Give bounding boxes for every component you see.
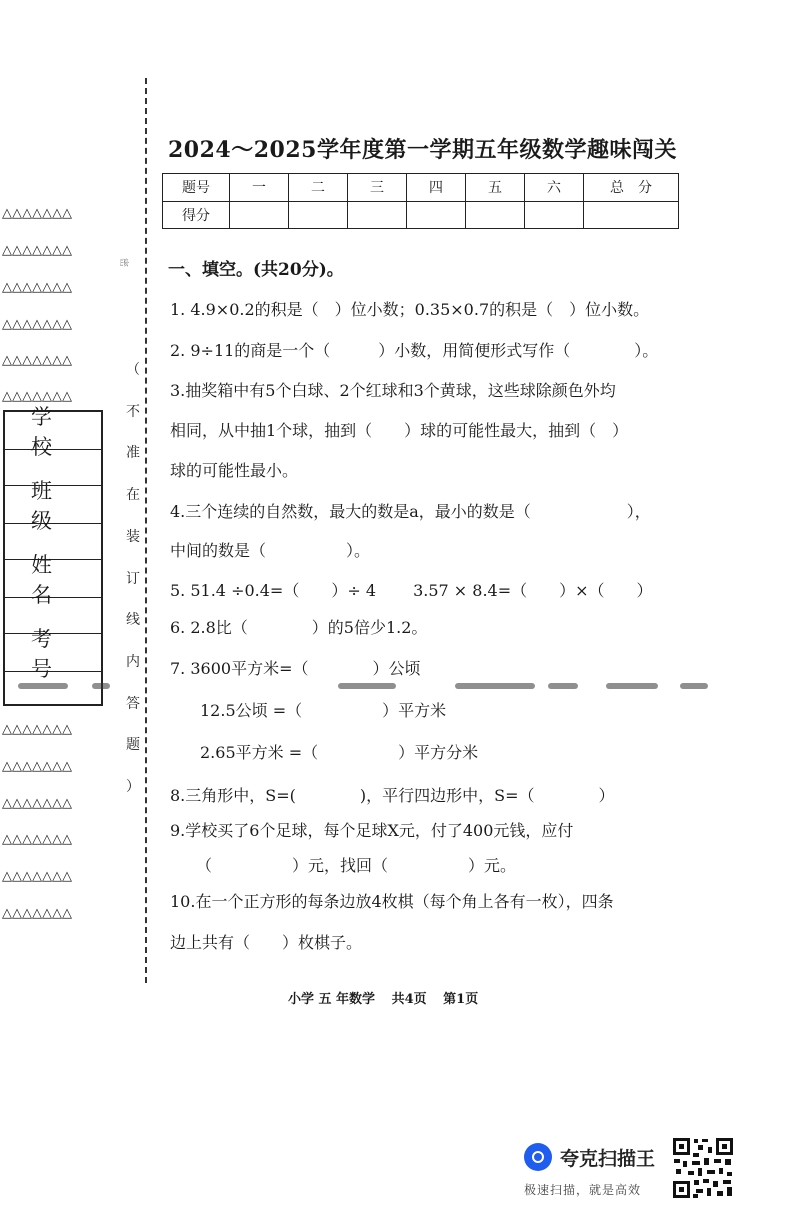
question-4-line-1: 4.三个连续的自然数，最大的数是a，最小的数是（ ）， (170, 502, 651, 521)
question-1: 1. 4.9×0.2的积是（ ）位小数；0.35×0.7的积是（ ）位小数。 (170, 300, 650, 319)
binding-triangles-6: △△△△△△△ (2, 389, 72, 404)
section-heading: 一、填空。(共20分)。 (168, 260, 344, 280)
score-table (162, 173, 679, 229)
question-10-line-1: 10.在一个正方形的每条边放4枚棋（每个角上各有一枚），四条 (170, 892, 614, 911)
question-8: 8.三角形中，S=( )，平行四边形中，S=（ ） (170, 786, 615, 805)
header-cell: 六 (525, 174, 584, 202)
vertical-char: ） (126, 779, 140, 796)
question-5: 5. 51.4 ÷0.4=（ ）÷ 4 3.57 × 8.4=（ ）×（ ） (170, 581, 653, 600)
score-table-header-row (163, 174, 679, 202)
binding-triangles-2: △△△△△△△ (2, 243, 72, 258)
scan-smudge (548, 683, 578, 689)
footer-page-number: 第1页 (443, 992, 479, 1007)
question-9-line-1: 9.学校买了6个足球，每个足球X元，付了400元钱，应付 (170, 821, 574, 840)
seal-mark: 密 (118, 257, 129, 268)
question-3-line-2: 相同，从中抽1个球，抽到（ ）球的可能性最大，抽到（ ） (170, 421, 629, 440)
binding-triangles-7: △△△△△△△ (2, 722, 72, 737)
scan-smudge (92, 683, 110, 689)
vertical-char: 装 (126, 528, 140, 545)
question-4-line-2: 中间的数是（ ）。 (170, 541, 371, 560)
score-table-score-row (163, 201, 679, 229)
binding-triangles-10: △△△△△△△ (2, 832, 72, 847)
question-7-line-3: 2.65平方米 =（ ）平方分米 (200, 743, 479, 762)
vertical-char: 答 (126, 695, 140, 712)
scan-smudge (455, 683, 535, 689)
binding-dashed-line (145, 78, 147, 983)
vertical-char: 准 (126, 445, 140, 462)
exam-number-label: 考号 (5, 634, 101, 672)
vertical-char: 内 (126, 653, 140, 670)
binding-instruction (122, 350, 144, 809)
header-cell: 四 (407, 174, 466, 202)
school-label: 学校 (5, 412, 101, 450)
question-3-line-1: 3.抽奖箱中有5个白球、2个红球和3个黄球，这些球除颜色外均 (170, 381, 616, 400)
header-cell: 题号 (163, 174, 230, 202)
binding-triangles-11: △△△△△△△ (2, 869, 72, 884)
score-cell[interactable] (466, 201, 525, 229)
vertical-char: 题 (126, 737, 140, 754)
vertical-char: （ (126, 362, 140, 378)
vertical-char: 线 (126, 612, 140, 629)
footer-total-pages: 共4页 (391, 992, 427, 1007)
page-title: 2024～2025学年度第一学期五年级数学趣味闯关 (168, 137, 677, 163)
header-cell: 五 (466, 174, 525, 202)
header-cell: 三 (348, 174, 407, 202)
vertical-char: 不 (126, 403, 140, 420)
score-cell[interactable] (230, 201, 289, 229)
question-7-line-2: 12.5公顷 =（ ）平方米 (200, 701, 447, 720)
vertical-char: 在 (126, 487, 140, 504)
qr-code-icon (672, 1137, 734, 1199)
scan-smudge (18, 683, 68, 689)
score-cell[interactable] (525, 201, 584, 229)
binding-triangles-12: △△△△△△△ (2, 906, 72, 921)
question-10-line-2: 边上共有（ ）枚棋子。 (170, 933, 363, 952)
scan-smudge (680, 683, 708, 689)
question-9-line-2: （ ）元，找回（ ）元。 (196, 856, 517, 875)
student-info-box (3, 404, 103, 706)
score-cell[interactable] (407, 201, 466, 229)
binding-triangles-4: △△△△△△△ (2, 317, 72, 332)
class-label: 班级 (5, 486, 101, 524)
scan-smudge (606, 683, 658, 689)
scan-smudge (338, 683, 396, 689)
score-cell[interactable] (348, 201, 407, 229)
row-label: 得分 (163, 201, 230, 229)
header-cell: 总 分 (584, 174, 679, 202)
header-cell: 二 (289, 174, 348, 202)
page-footer (288, 988, 490, 1007)
scanner-logo-icon (524, 1143, 552, 1171)
scanner-slogan: 极速扫描，就是高效 (524, 1183, 642, 1197)
binding-triangles-5: △△△△△△△ (2, 353, 72, 368)
vertical-char: 订 (126, 570, 140, 587)
binding-triangles-1: △△△△△△△ (2, 206, 72, 221)
scanner-app-name: 夸克扫描王 (560, 1148, 656, 1170)
question-7-line-1: 7. 3600平方米=（ ）公顷 (170, 659, 421, 678)
binding-triangles-8: △△△△△△△ (2, 759, 72, 774)
question-2: 2. 9÷11的商是一个（ ）小数，用简便形式写作（ ）。 (170, 341, 659, 360)
score-cell[interactable] (584, 201, 679, 229)
binding-triangles-9: △△△△△△△ (2, 796, 72, 811)
footer-subject: 小学 五 年数学 (288, 992, 376, 1007)
question-3-line-3: 球的可能性最小。 (170, 461, 299, 480)
question-6: 6. 2.8比（ ）的5倍少1.2。 (170, 618, 428, 637)
binding-triangles-3: △△△△△△△ (2, 280, 72, 295)
header-cell: 一 (230, 174, 289, 202)
score-cell[interactable] (289, 201, 348, 229)
name-label: 姓名 (5, 560, 101, 598)
